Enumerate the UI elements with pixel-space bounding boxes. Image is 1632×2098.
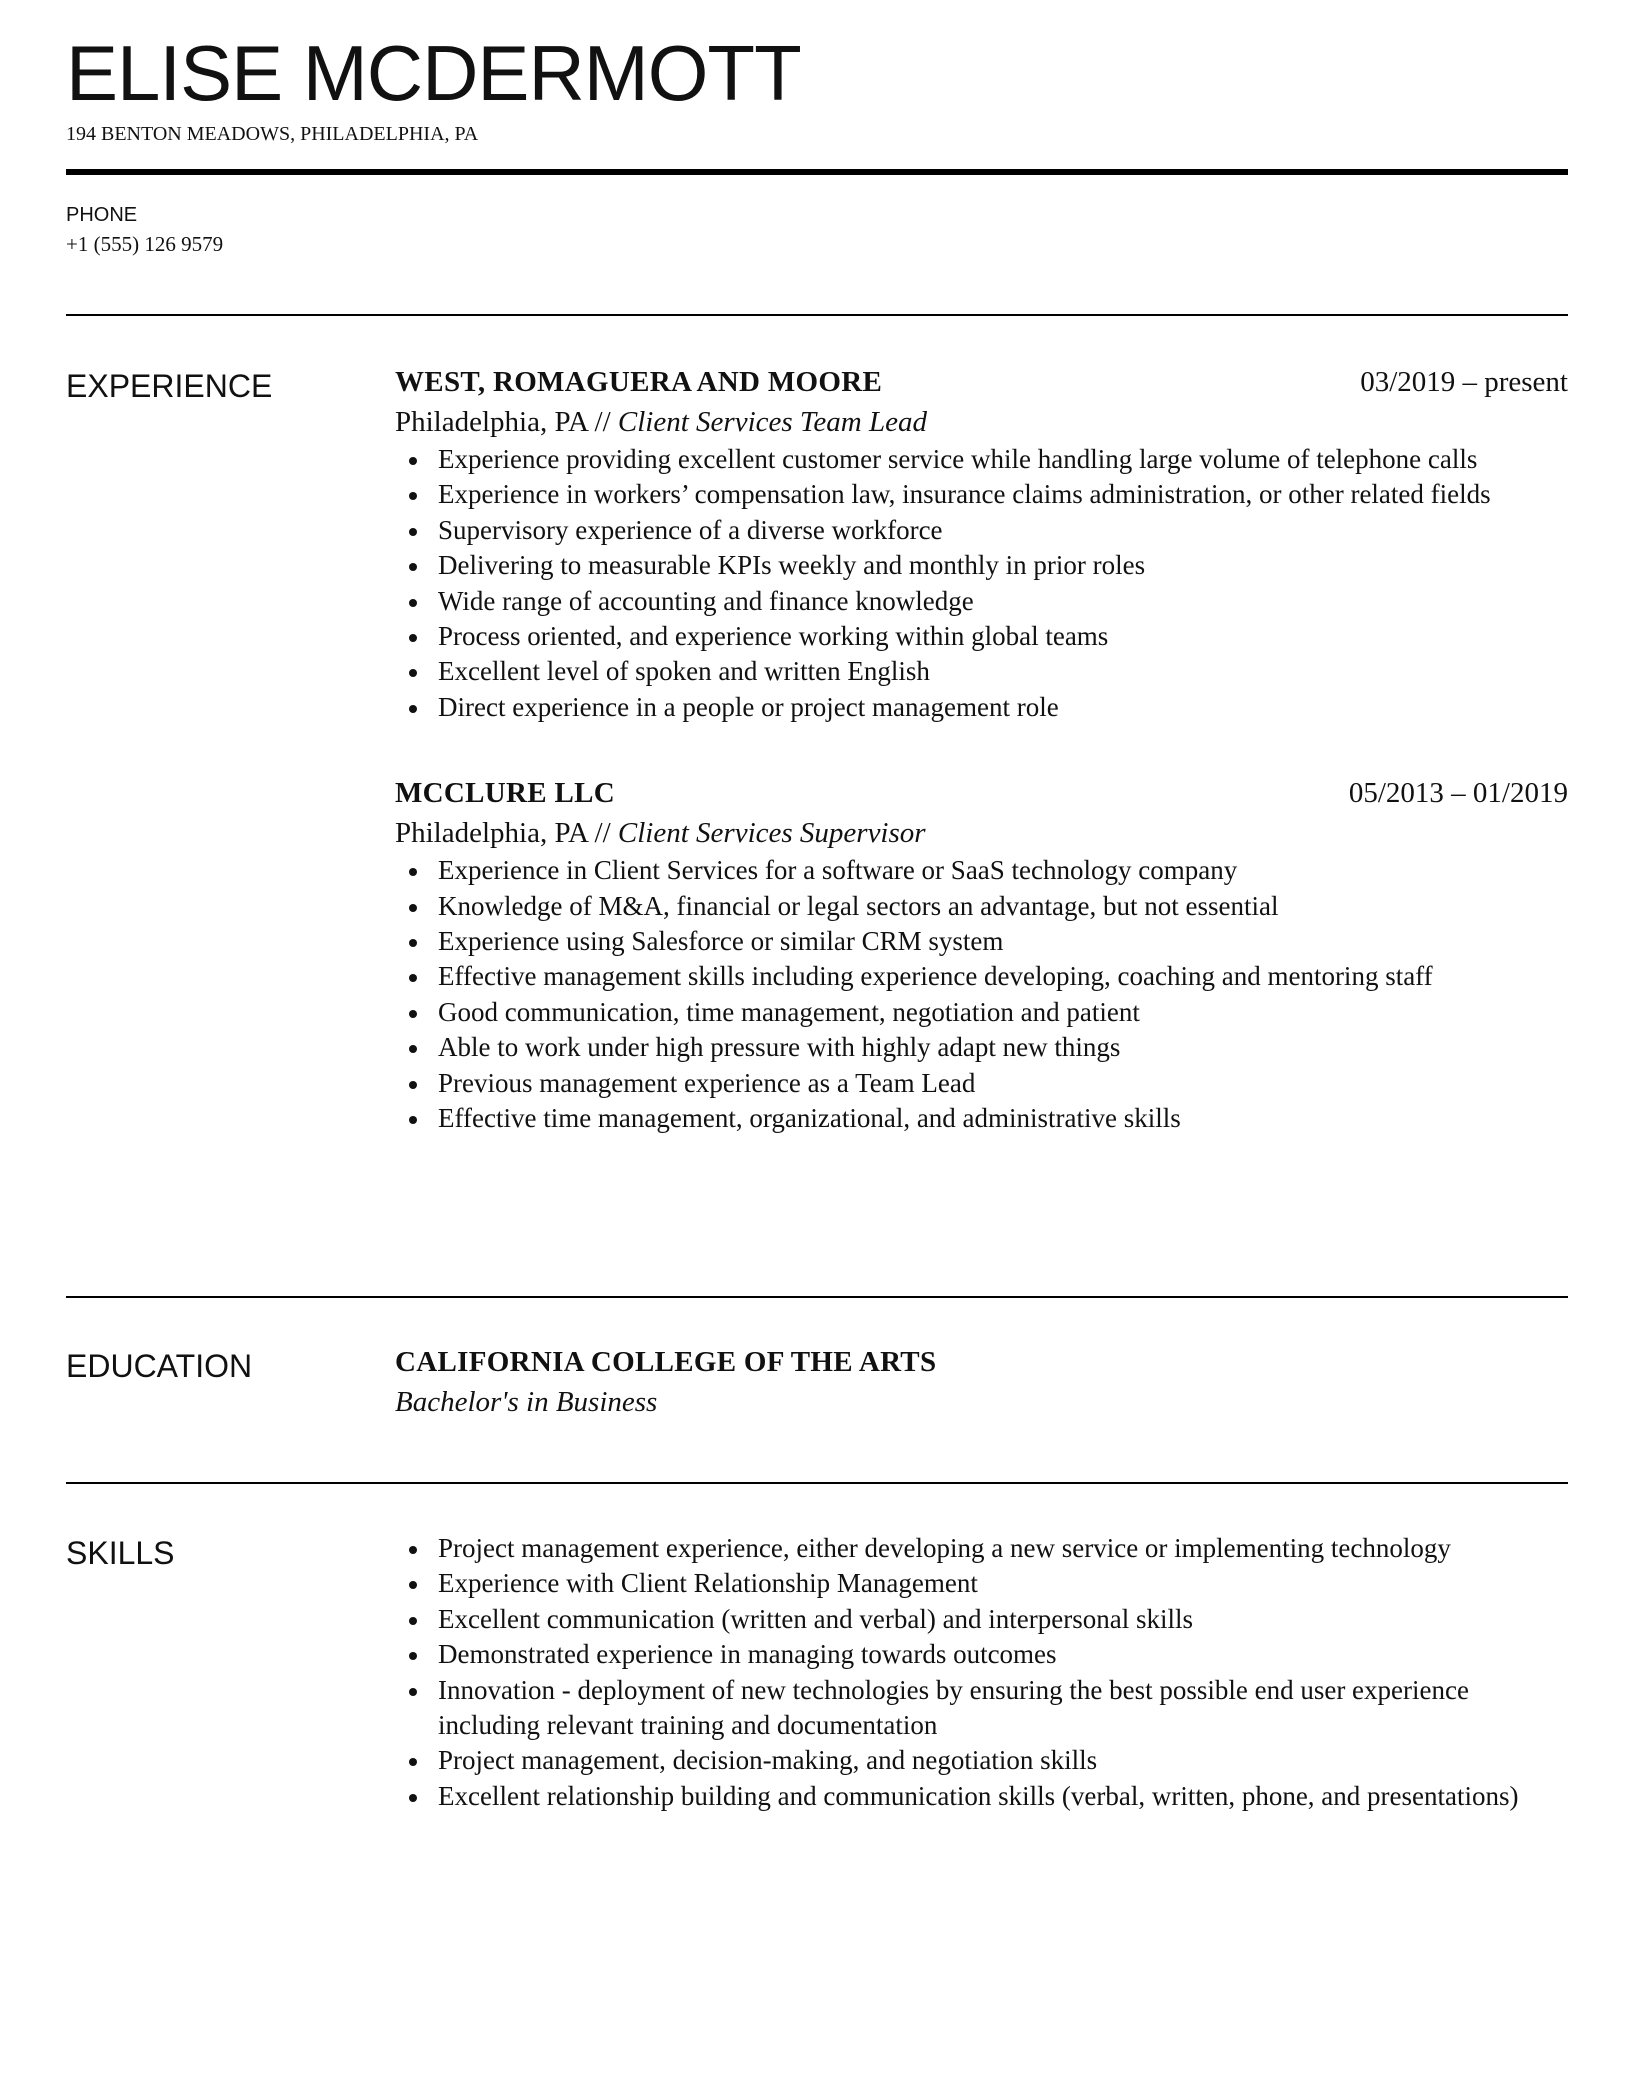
- list-item: [395, 924, 1568, 959]
- candidate-name: ELISE MCDERMOTT: [66, 29, 801, 117]
- section-divider: [66, 314, 1568, 316]
- bullet-dot-icon: [409, 1794, 417, 1802]
- list-item-text: Innovation - deployment of new technologies by ensuring the best possible end user experience including relevant training and documentation: [438, 1674, 1469, 1741]
- bullet-dot-icon: [409, 528, 417, 536]
- list-item-text: Effective management skills including experience developing, coaching and mentoring staff: [438, 961, 1433, 992]
- job-subline: [395, 813, 1568, 853]
- header-divider: [66, 169, 1568, 175]
- bullet-dot-icon: [409, 1758, 417, 1766]
- bullet-dot-icon: [409, 1581, 417, 1589]
- list-item: [395, 1030, 1568, 1065]
- bullet-dot-icon: [409, 868, 417, 876]
- job-entry: [395, 362, 1568, 725]
- job-location: Philadelphia, PA: [395, 406, 588, 438]
- section-divider: [66, 1482, 1568, 1484]
- list-item-text: Experience in Client Services for a software or SaaS technology company: [438, 855, 1238, 886]
- list-item-text: Able to work under high pressure with highly adapt new things: [438, 1032, 1121, 1063]
- list-item-text: Demonstrated experience in managing towards outcomes: [438, 1639, 1057, 1670]
- experience-heading: EXPERIENCE: [66, 368, 273, 404]
- list-item-text: Experience with Client Relationship Management: [438, 1568, 978, 1599]
- list-item-text: Experience using Salesforce or similar CRM system: [438, 926, 1004, 957]
- list-item: [395, 1531, 1568, 1566]
- list-item-text: Supervisory experience of a diverse workforce: [438, 514, 943, 545]
- job-subline: [395, 402, 1568, 442]
- list-item: [395, 1602, 1568, 1637]
- list-item-text: Good communication, time management, negotiation and patient: [438, 996, 1140, 1027]
- bullet-dot-icon: [409, 1045, 417, 1053]
- list-item: [395, 959, 1568, 994]
- list-item-text: Project management, decision-making, and negotiation skills: [438, 1745, 1098, 1776]
- job-dates: 05/2013 – 01/2019: [1348, 777, 1568, 810]
- degree: Bachelor's in Business: [395, 1386, 658, 1418]
- phone-label: PHONE: [66, 204, 138, 226]
- list-item: [395, 442, 1568, 477]
- bullet-dot-icon: [409, 1081, 417, 1089]
- list-item: [395, 477, 1568, 512]
- company-name: WEST, ROMAGUERA AND MOORE: [395, 366, 883, 398]
- company-name: MCCLURE LLC: [395, 777, 616, 810]
- bullet-dot-icon: [409, 1546, 417, 1554]
- list-item: [395, 1637, 1568, 1672]
- list-item: [395, 1673, 1568, 1744]
- job-bullets: [395, 853, 1568, 1136]
- phone-number: +1 (555) 126 9579: [66, 232, 224, 256]
- bullet-dot-icon: [409, 634, 417, 642]
- list-item-text: Project management experience, either developing a new service or implementing technology: [438, 1533, 1451, 1563]
- list-item: [395, 1743, 1568, 1778]
- list-item-text: Effective time management, organizational, and administrative skills: [438, 1103, 1181, 1134]
- skills-section: [395, 1531, 1568, 1814]
- list-item: [395, 619, 1568, 654]
- job-entry: [395, 773, 1568, 1136]
- list-item-text: Process oriented, and experience working within global teams: [438, 621, 1109, 652]
- skills-heading: SKILLS: [66, 1535, 175, 1571]
- bullet-dot-icon: [409, 457, 417, 465]
- section-divider: [66, 1296, 1568, 1298]
- list-item-text: Excellent level of spoken and written English: [438, 656, 930, 687]
- list-item: [395, 853, 1568, 888]
- job-separator: //: [587, 406, 618, 438]
- bullet-dot-icon: [409, 669, 417, 677]
- address: 194 BENTON MEADOWS, PHILADELPHIA, PA: [66, 123, 479, 145]
- list-item-text: Excellent communication (written and verbal) and interpersonal skills: [438, 1603, 1194, 1634]
- school-name: CALIFORNIA COLLEGE OF THE ARTS: [395, 1346, 937, 1378]
- list-item: [395, 584, 1568, 619]
- bullet-dot-icon: [409, 904, 417, 912]
- experience-section: [395, 362, 1568, 1137]
- job-title: Client Services Team Lead: [617, 406, 927, 438]
- list-item-text: Delivering to measurable KPIs weekly and monthly in prior roles: [438, 550, 1146, 581]
- list-item: [395, 995, 1568, 1030]
- list-item: [395, 1779, 1568, 1814]
- education-section: [395, 1342, 1568, 1422]
- bullet-dot-icon: [409, 1652, 417, 1660]
- job-title: Client Services Supervisor: [617, 817, 926, 850]
- bullet-dot-icon: [409, 599, 417, 607]
- list-item: [395, 513, 1568, 548]
- job-location: Philadelphia, PA: [395, 817, 588, 850]
- bullet-dot-icon: [409, 1116, 417, 1124]
- bullet-dot-icon: [409, 974, 417, 982]
- list-item: [395, 654, 1568, 689]
- list-item: [395, 548, 1568, 583]
- list-item: [395, 690, 1568, 725]
- bullet-dot-icon: [409, 705, 417, 713]
- list-item-text: Excellent relationship building and communication skills (verbal, written, phone, and presentations): [438, 1780, 1519, 1811]
- bullet-dot-icon: [409, 492, 417, 500]
- bullet-dot-icon: [409, 563, 417, 571]
- bullet-dot-icon: [409, 1617, 417, 1625]
- list-item: [395, 1101, 1568, 1136]
- education-heading: EDUCATION: [66, 1348, 253, 1384]
- bullet-dot-icon: [409, 1010, 417, 1018]
- bullet-dot-icon: [409, 939, 417, 947]
- job-dates: 03/2019 – present: [1360, 366, 1568, 398]
- skills-list: [395, 1531, 1568, 1814]
- list-item-text: Wide range of accounting and finance knowledge: [438, 585, 974, 616]
- list-item-text: Direct experience in a people or project management role: [438, 691, 1059, 722]
- job-bullets: [395, 442, 1568, 725]
- list-item-text: Experience in workers’ compensation law, insurance claims administration, or other related fields: [438, 479, 1491, 510]
- list-item: [395, 889, 1568, 924]
- list-item-text: Experience providing excellent customer service while handling large volume of telephone calls: [438, 444, 1478, 474]
- list-item-text: Previous management experience as a Team Lead: [438, 1067, 976, 1098]
- bullet-dot-icon: [409, 1688, 417, 1696]
- list-item-text: Knowledge of M&A, financial or legal sectors an advantage, but not essential: [438, 890, 1279, 921]
- list-item: [395, 1066, 1568, 1101]
- job-separator: //: [587, 817, 618, 850]
- list-item: [395, 1566, 1568, 1601]
